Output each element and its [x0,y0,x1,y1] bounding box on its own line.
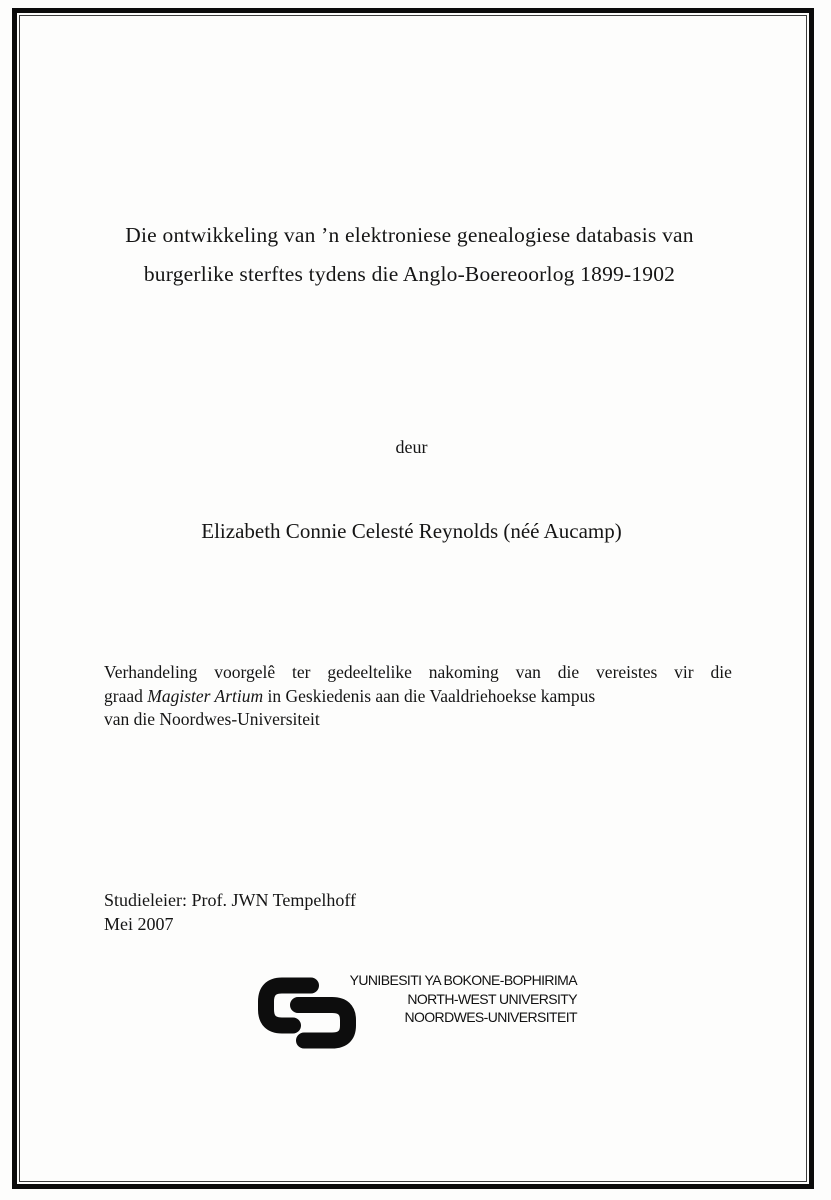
supervisor-line: Studieleier: Prof. JWN Tempelhoff [104,890,357,910]
degree-statement-line2 [104,685,732,709]
degree-statement-word: nakoming [428,662,499,682]
degree-statement-word: die [710,662,732,682]
date-line: Mei 2007 [104,914,174,934]
thesis-title-line1: Die ontwikkeling van ’n elektroniese genealogiese databasis van [125,223,694,247]
nwu-logo-line1: YUNIBESITI YA BOKONE-BOPHIRIMA [349,972,577,988]
degree-statement-word: Verhandeling [104,662,198,682]
degree-statement-word: vir [674,662,694,682]
degree-statement-word: voorgelê [214,662,276,682]
degree-statement-word: vereistes [596,662,658,682]
author-name: Elizabeth Connie Celesté Reynolds (néé Aucamp) [201,519,622,543]
nwu-logo-mark-icon [257,977,359,1050]
degree-statement-word: van [515,662,541,682]
degree-statement-line2-post: in Geskiedenis aan die Vaaldriehoekse kampus [263,685,596,706]
nwu-logo-line2: NORTH-WEST UNIVERSITY [407,990,577,1007]
nwu-logo-text [350,971,577,1027]
degree-statement-word: ter [291,662,311,682]
nwu-logo [257,971,587,1053]
byline-deur: deur [395,437,428,457]
degree-name-italic: Magister Artium [147,685,264,706]
thesis-title-line2: burgerlike sterftes tydens die Anglo-Boereoorlog 1899-1902 [143,262,676,286]
degree-statement-line2-pre: graad [104,685,148,706]
thesis-title [0,216,819,294]
degree-statement-word: gedeeltelike [327,662,412,682]
degree-statement-line3: van die Noordwes-Universiteit [104,709,320,729]
nwu-logo-line3: NOORDWES-UNIVERSITEIT [404,1009,577,1025]
degree-statement-word: die [557,662,580,682]
degree-statement [104,661,732,732]
logo-right-link-shape [298,1005,348,1041]
degree-statement-line1 [104,661,732,685]
supervisor-block [104,888,356,936]
